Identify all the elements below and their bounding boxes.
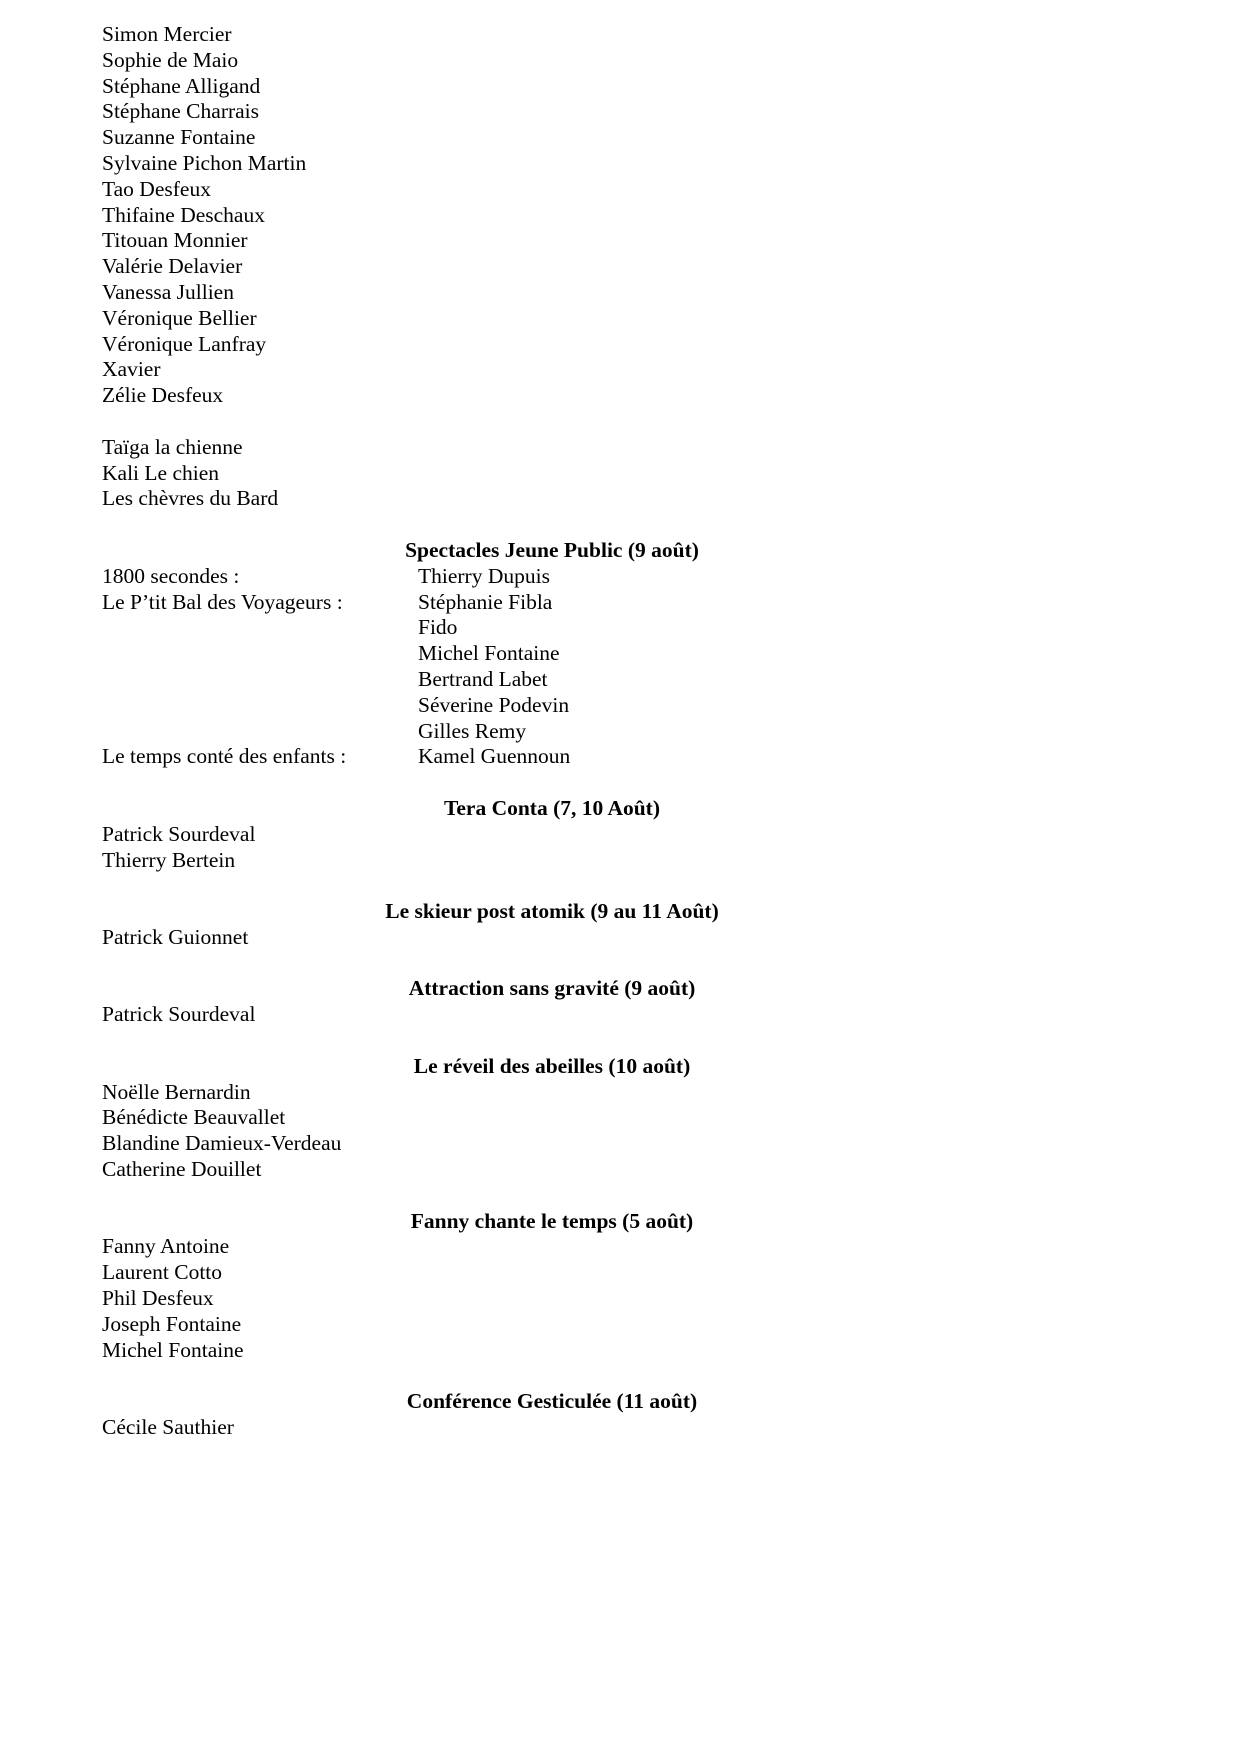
list-item: Thifaine Deschaux: [102, 202, 265, 227]
list-item: Stéphane Alligand: [102, 73, 261, 98]
list-item: Phil Desfeux: [102, 1286, 214, 1311]
list-item: Valérie Delavier: [102, 254, 243, 279]
list-item: Patrick Sourdeval: [102, 821, 256, 846]
row-value: Fido: [418, 615, 458, 640]
row-value: Gilles Remy: [418, 718, 527, 743]
list-item: Sophie de Maio: [102, 47, 239, 72]
section-tera-conta: [102, 796, 1002, 873]
list-item: Thierry Bertein: [102, 847, 236, 872]
spacer: [102, 1028, 1002, 1054]
table-row: [102, 667, 1002, 693]
section-heading-text: Conférence Gesticulée (11 août): [406, 1389, 698, 1414]
row-value: Kamel Guennoun: [418, 744, 571, 769]
list-item: Véronique Lanfray: [102, 331, 267, 356]
list-item: Les chèvres du Bard: [102, 486, 279, 511]
list-item: Blandine Damieux-Verdeau: [102, 1131, 342, 1156]
list-item: Laurent Cotto: [102, 1260, 223, 1285]
section-heading-text: Le réveil des abeilles (10 août): [413, 1053, 691, 1078]
list-item: Vanessa Jullien: [102, 279, 234, 304]
row-label: 1800 secondes :: [102, 563, 240, 588]
spacer: [102, 512, 1002, 538]
list-item: Sylvaine Pichon Martin: [102, 150, 307, 175]
spacer: [102, 873, 1002, 899]
section-heading: [102, 538, 1002, 564]
table-row: [102, 719, 1002, 745]
section-heading: [102, 1209, 1002, 1235]
document-page: [102, 22, 1002, 1441]
names-list: [102, 22, 1002, 409]
section-conference: [102, 1389, 1002, 1441]
list-item: Catherine Douillet: [102, 1157, 262, 1182]
row-label: Le P’tit Bal des Voyageurs :: [102, 589, 343, 614]
list-item: Titouan Monnier: [102, 228, 248, 253]
row-value: Thierry Dupuis: [418, 563, 550, 588]
section-heading-text: Tera Conta (7, 10 Août): [444, 795, 660, 820]
list-item: Zélie Desfeux: [102, 383, 224, 408]
list-item: Véronique Bellier: [102, 305, 257, 330]
list-item: Patrick Guionnet: [102, 924, 249, 949]
spacer: [102, 951, 1002, 977]
spacer: [102, 1363, 1002, 1389]
section-skieur: [102, 899, 1002, 951]
table-row: [102, 564, 1002, 590]
list-item: Suzanne Fontaine: [102, 125, 256, 150]
spacer: [102, 1183, 1002, 1209]
section-heading: [102, 796, 1002, 822]
section-fanny: [102, 1209, 1002, 1364]
spacer: [102, 409, 1002, 435]
section-heading: [102, 899, 1002, 925]
table-row: [102, 615, 1002, 641]
list-item: Tao Desfeux: [102, 176, 211, 201]
table-row: [102, 744, 1002, 770]
table-row: [102, 693, 1002, 719]
list-item: Patrick Sourdeval: [102, 1002, 256, 1027]
section-heading-text: Attraction sans gravité (9 août): [408, 976, 696, 1001]
spacer: [102, 770, 1002, 796]
list-item: Fanny Antoine: [102, 1234, 230, 1259]
section-heading: [102, 1389, 1002, 1415]
animals-list: [102, 435, 1002, 512]
list-item: Noëlle Bernardin: [102, 1079, 251, 1104]
section-heading: [102, 1054, 1002, 1080]
section-heading-text: Spectacles Jeune Public (9 août): [405, 537, 699, 562]
section-attraction: [102, 976, 1002, 1028]
table-row: [102, 641, 1002, 667]
list-item: Bénédicte Beauvallet: [102, 1105, 286, 1130]
list-item: Kali Le chien: [102, 460, 220, 485]
table-row: [102, 590, 1002, 616]
row-value: Michel Fontaine: [418, 641, 560, 666]
section-jeune-public: [102, 538, 1002, 770]
list-item: Xavier: [102, 357, 161, 382]
section-heading-text: Fanny chante le temps (5 août): [410, 1208, 694, 1233]
section-abeilles: [102, 1054, 1002, 1183]
row-value: Stéphanie Fibla: [418, 589, 553, 614]
row-value: Séverine Podevin: [418, 692, 570, 717]
list-item: Joseph Fontaine: [102, 1311, 242, 1336]
section-heading-text: Le skieur post atomik (9 au 11 Août): [385, 899, 719, 924]
list-item: Michel Fontaine: [102, 1337, 244, 1362]
list-item: Stéphane Charrais: [102, 99, 260, 124]
list-item: Taïga la chienne: [102, 434, 243, 459]
list-item: Cécile Sauthier: [102, 1415, 234, 1440]
section-heading: [102, 976, 1002, 1002]
list-item: Simon Mercier: [102, 22, 232, 46]
row-label: Le temps conté des enfants :: [102, 744, 347, 769]
row-value: Bertrand Labet: [418, 666, 548, 691]
